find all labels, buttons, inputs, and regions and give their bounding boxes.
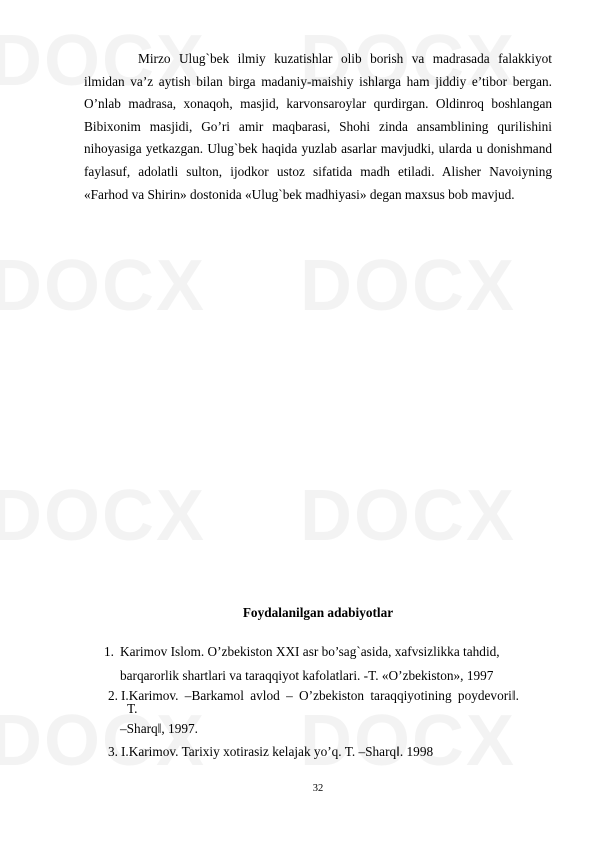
reference-text-continued: barqarorlik shartlari va taraqqiyot kafolatlari. -T. «O’zbekiston», 1997	[120, 668, 494, 683]
reference-text: I.Karimov. ‒Barkamol avlod ‒ O’zbekiston taraqqiyotining poydevori‖.	[121, 688, 519, 703]
reference-text: I.Karimov. Tarixiy xotirasiz kelajak yo’q. T. ‒Sharq‖. 1998	[121, 744, 434, 759]
references-heading: Foydalanilgan adabiyotlar	[242, 605, 394, 620]
reference-number: 3.	[108, 744, 118, 759]
body-paragraph	[84, 48, 552, 206]
reference-text: Karimov Islom. O’zbekiston XXI asr bo’sag`asida, xafvsizlikka tahdid,	[120, 644, 500, 659]
reference-number: 1.	[104, 644, 114, 659]
reference-text-wrap: T.	[127, 701, 138, 716]
reference-text-continued: ‒Sharq‖, 1997.	[120, 721, 198, 736]
reference-number: 2.	[108, 688, 118, 703]
page-number: 32	[312, 783, 324, 794]
body-paragraph-text: Mirzo Ulug`bek ilmiy kuzatishlar olib borish va madrasada falakkiyot ilmidan va’z aytish bilan birga madaniy-maishiy ishlarga ham jiddiy e’tibor bergan. O’nlab madrasa, xonaqoh, masjid, karvonsaroylar qurdirgan. Oldinroq boshlangan Bibixonim masjidi, Go’ri amir maqbarasi, Shohi zinda ansamblining qurilishini nihoyasiga yetkazgan. Ulug`bek haqida yuzlab asarlar mavjudki, ularda u donishmand faylasuf, adolatli sulton, ijodkor ustoz sifatida madh etiladi. Alisher Navoiyning «Farhod va Shirin» dostonida «Ulug`bek madhiyasi» degan maxsus bob mavjud.	[84, 51, 552, 202]
